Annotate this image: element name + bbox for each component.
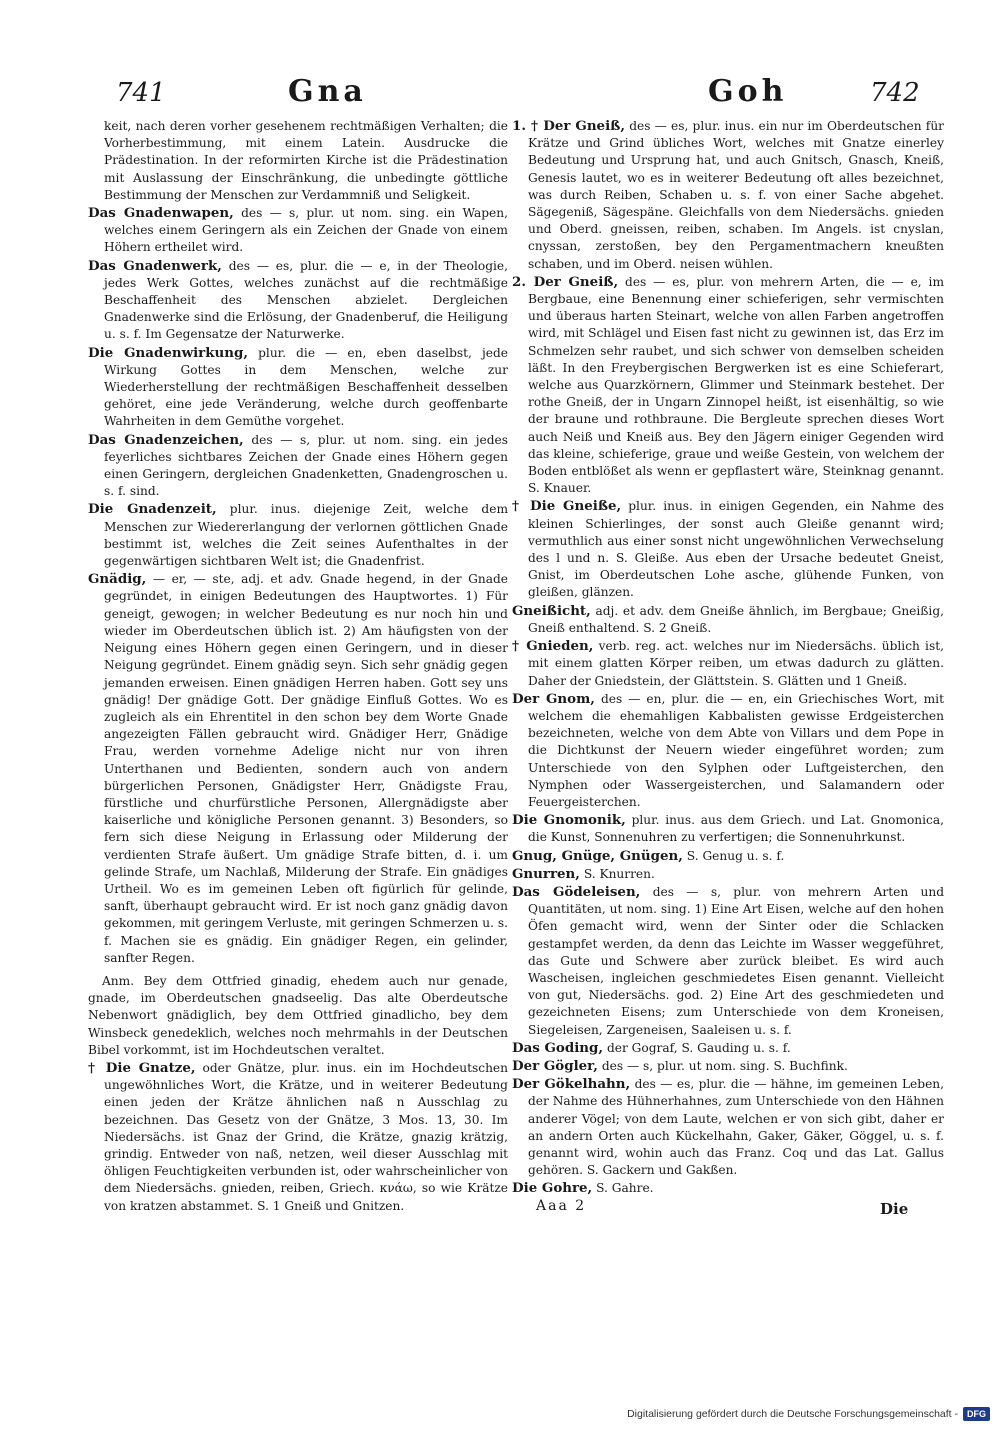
- dictionary-entry: Gnug, Gnüge, Gnügen, S. Genug u. s. f.: [512, 847, 785, 864]
- dictionary-entry: † Die Gneiße, plur. inus. in einigen Gegenden, ein Nahme des kleinen Schierlinges, der sonst auch Gleiße genannt wird; vermuthlich aus einer sonst nicht ungewöhnlichen Verwechselung des l und n. S. Gleiße. Aus eben der Ursache bedeutet Gneist, Gnist, im Oberdeutschen Lohe asche, glühende Funken, von gleißen, glänzen.: [512, 498, 944, 600]
- dictionary-entry: Das Gnadenwapen, des — s, plur. ut nom. sing. ein Wapen, welches einem Geringern als ein Zeichen der Gnade von einem Höhern ertheilet wird.: [88, 205, 508, 255]
- left-column: [88, 118, 508, 1216]
- dictionary-entry: Der Gögler, des — s, plur. ut nom. sing. S. Buchfink.: [512, 1057, 848, 1074]
- headword: Die Gnadenzeit,: [88, 501, 217, 518]
- headword: Die Gnadenwirkung,: [88, 344, 249, 361]
- right-column: [512, 118, 944, 1199]
- headword: Gnädig,: [88, 571, 147, 588]
- signature-mark: Aaa 2: [536, 1198, 587, 1214]
- headword: Der Gnom,: [512, 690, 595, 707]
- dfg-logo: DFG: [963, 1407, 990, 1421]
- headword: Das Gnadenzeichen,: [88, 431, 244, 448]
- dictionary-entry: Das Gnadenwerk, des — es, plur. die — e, in der Theologie, jedes Werk Gottes, welches zunächst auf die rechtmäßige Beschaffenheit des Menschen abzielet. Dergleichen Gnadenwerke sind die Erlösung, der Gnadenberuf, die Heiligung u. s. f. Im Gegensatze der Naturwerke.: [88, 257, 509, 342]
- headword: Gneißicht,: [512, 602, 591, 619]
- dictionary-entry: † Gnieden, verb. reg. act. welches nur im Niedersächs. üblich ist, mit einem glatten Körper reiben, um etwas dadurch zu glätten. Daher der Gniedstein, der Glättstein. S. Glätten und 1 Gneiß.: [512, 638, 944, 688]
- dictionary-entry: Das Gödeleisen, des — s, plur. von mehrern Arten und Quantitäten, ut nom. sing. 1) Eine Art Eisen, welche auf den hohen Öfen gemacht wird, wenn der Sinter oder die Schlacken gestampfet werden, da denn das Leichte im Wasser weggeführet, das Gute und Schwere aber zurück bleibet. Es wird auch Wascheisen, ingleichen geschmiedetes Eisen genannt. Vielleicht von gut, Niedersächs. god. 2) Eine Art des geschmiedeten und gezeichneten Eisens; zum Unterschiede von dem Kroneisen, Siegeleisen, Zargeneisen, Saaleisen u. s. f.: [512, 883, 945, 1037]
- dictionary-entry: Die Gnadenzeit, plur. inus. diejenige Zeit, welche dem Menschen zur Wiedererlangung der verlornen göttlichen Gnade bestimmt ist, welches die Zeit seines Aufenthaltes in der gegenwärtigen sichtbaren Welt ist; die Gnadenfrist.: [88, 501, 509, 569]
- headword: Das Gödeleisen,: [512, 883, 641, 900]
- annotation-note: Anm. Bey dem Ottfried ginadig, ehedem auch nur genade, gnade, im Oberdeutschen gnadseelig. Das alte Oberdeutsche Nebenwort gnädiglich, bey dem Ottfried ginadlicho, bey dem Winsbeck genedeklich, welches noch mehrmahls in der Deutschen Bibel vorkommt, ist im Hochdeutschen veraltet.: [88, 973, 508, 1057]
- headword: † Die Gnatze,: [88, 1059, 196, 1076]
- dictionary-entry: Der Gnom, des — en, plur. die — en, ein Griechisches Wort, mit welchem die ehemahligen Kabbalisten gewisse Erdgeisterchen bezeichneten, welche von dem Abte von Villars und dem Pope in die Dichtkunst der Neuern wieder eingeführet worden; zum Unterschiede von den Sylphen oder Luftgeisterchen, den Nymphen oder Wassergeisterchen, und Salamandern oder Feuergeisterchen.: [512, 690, 944, 809]
- left-page-number: 741: [116, 78, 166, 108]
- right-running-head: Goh: [708, 74, 788, 109]
- dictionary-entry: Die Gnomonik, plur. inus. aus dem Griech. und Lat. Gnomonica, die Kunst, Sonnenuhren zu verfertigen; die Sonnenuhrkunst.: [512, 812, 945, 845]
- headword: Gnurren,: [512, 865, 580, 882]
- headword: Der Gögler,: [512, 1057, 598, 1074]
- dictionary-entry: Das Goding, der Gograf, S. Gauding u. s. f.: [512, 1039, 791, 1056]
- headword: † Gnieden,: [512, 638, 594, 655]
- dictionary-entry: Die Gnadenwirkung, plur. die — en, eben daselbst, jede Wirkung Gottes in dem Menschen, welche zur Wiederherstellung der rechtmäßigen Beschaffenheit desselben gehöret, eine jede Veränderung, welche durch geoffenbarte Wahrheiten in dem Gemüthe vorgehet.: [88, 344, 509, 429]
- headword: Gnug, Gnüge, Gnügen,: [512, 847, 683, 864]
- footer-text: Digitalisierung gefördert durch die Deutsche Forschungsgemeinschaft -: [627, 1408, 958, 1420]
- dictionary-entry: Gneißicht, adj. et adv. dem Gneiße ähnlich, im Bergbaue; Gneißig, Gneiß enthaltend. S. 2 Gneiß.: [512, 602, 944, 635]
- dictionary-entry: Gnurren, S. Knurren.: [512, 865, 655, 882]
- dictionary-entry: Das Gnadenzeichen, des — s, plur. ut nom. sing. ein jedes feyerliches sichtbares Zeichen der Gnade eines Höhern gegen einen Geringern, dergleichen Gnadenketten, Gnadengroschen u. s. f. sind.: [88, 431, 509, 499]
- left-running-head: Gna: [288, 74, 367, 109]
- dictionary-entry: Der Gökelhahn, des — es, plur. die — hähne, im gemeinen Leben, der Nahme des Hühnerhahnes, zum Unterschiede von den Hähnen anderer Vögel; von dem Laute, welchen er von sich gibt, daher er an andern Orten auch Kückelhahn, Gaker, Gäker, Göggel, u. s. f. genannt wird, wohin auch das Franz. Coq und das Lat. Gallus gehören. S. Gackern und Gakßen.: [512, 1076, 944, 1178]
- headword: Das Goding,: [512, 1039, 604, 1056]
- catchword: Die: [880, 1200, 909, 1218]
- digitization-footer: [627, 1407, 990, 1421]
- headword: Das Gnadenwerk,: [88, 257, 222, 274]
- headword: 2. Der Gneiß,: [512, 273, 619, 290]
- dictionary-entry: † Die Gnatze, oder Gnätze, plur. inus. ein im Hochdeutschen ungewöhnliches Wort, die Krätze, und in weiterer Bedeutung einen jeden der Krätze ähnlichen naß n Ausschlag zu bezeichnen. Das Gesetz von der Gnätze, 3 Mos. 13, 30. Im Niedersächs. ist Gnaz der Grind, die Krätze, gnazig krätzig, grindig. Entweder von naß, netzen, weil dieser Ausschlag mit öhligen Feuchtigkeiten verbunden ist, oder wahrscheinlicher von dem Niedersächs. gnieden, reiben, Griech. κνάω, so wie Krätze von kratzen abstammet. S. 1 Gneiß und Gnitzen.: [88, 1059, 508, 1213]
- headword: Das Gnadenwapen,: [88, 205, 234, 222]
- headword: Die Gohre,: [512, 1180, 593, 1197]
- dictionary-entry: 2. Der Gneiß, des — es, plur. von mehrern Arten, die — e, im Bergbaue, eine Benennung einer schieferigen, sehr vermischten und überaus harten Steinart, welche von allen Farben angetroffen wird, mit Schlägel und Eisen fast nicht zu gewinnen ist, das Erz im Schmelzen sehr raubet, und sich schwer von demselben scheiden läßt. In den Freybergischen Bergwerken ist es eine Schieferart, welche aus Quarzkörnern, Glimmer und Steinmark bestehet. Der rothe Gneiß, der in Ungarn Zinnopel heißt, ist eisenhältig, so wie der braune und rothbraune. Die Bergleute sprechen dieses Wort auch Neiß und Kneiß aus. Bey den Jägern einiger Gegenden wird das kleine, schieferige, graue und weiße Gestein, von welchem der Boden entblößet als wenn er gepflastert wäre, Steinknag genannt. S. Knauer.: [512, 273, 945, 496]
- dictionary-entry: 1. † Der Gneiß, des — es, plur. inus. ein nur im Oberdeutschen für Krätze und Grind übliches Wort, welches mit Gnatze einerley Bedeutung und Ursprung hat, und auch Gnitsch, Gnasch, Kneiß, Genesis lautet, wo es in weiterer Bedeutung oft alles bezeichnet, was durch Reiben, Schaben u. s. f. von einer Sache abgehet. Sägegeniß, Sägespäne. Gleichfalls von dem Niedersächs. gnieden und Oberd. gneissen, reiben, schaben. Im Angels. ist cnyslan, cnyssan, zerstoßen, bey den Pergamentmachern kneußten schaben, und im Oberd. neisen wühlen.: [512, 118, 944, 271]
- dictionary-entry: Die Gohre, S. Gahre.: [512, 1180, 654, 1197]
- right-page-number: 742: [870, 78, 920, 108]
- page-header: [0, 74, 1000, 118]
- headword: 1. † Der Gneiß,: [512, 118, 626, 134]
- dictionary-entry: Gnädig, — er, — ste, adj. et adv. Gnade hegend, in der Gnade gegründet, in einigen Bedeutungen des Hauptwortes. 1) Für geneigt, gewogen; in welcher Bedeutung es nur noch hin und wieder im Oberdeutschen üblich ist. 2) Am häufigsten von der Neigung eines Höhern gegen einen Geringern, und in dieser Neigung gegründet. Einem gnädig seyn. Sich sehr gnädig gegen jemanden erweisen. Einen gnädigen Herren haben. Gott sey uns gnädig! Der gnädige Gott. Der gnädige Einfluß Gottes. Wo es zugleich als ein Ehrentitel in den schon bey dem Worte Gnade angezeigten Fällen gebraucht wird. Gnädiger Herr, Gnädige Frau, werden vornehme Adelige nicht nur von ihren Unterthanen und Bedienten, sondern auch von andern bürgerlichen Personen, Gnädigster Herr, Gnädigste Frau, fürstliche und churfürstliche Personen, Allergnädigste aber kaiserliche und königliche Personen genannt. 3) Besonders, so fern sich diese Neigung in Erlassung oder Milderung der verdienten Strafe äußert. Um gnädige Strafe bitten, d. i. um gelinde Strafe, um Nachlaß, Milderung der Strafe. Ein gnädiges Urtheil. Wo es im gemeinen Leben oft figürlich für gelinde, sanft, überhaupt gebraucht wird. Er ist noch ganz gnädig davon gekommen, mit geringem Verluste, mit geringen Schmerzen u. s. f. Machen sie es gnädig. Ein gnädiger Regen, ein gelinder, sanfter Regen.: [88, 571, 508, 965]
- dictionary-entry: keit, nach deren vorher gesehenem rechtmäßigen Verhalten; die Vorherbestimmung, mit einem Latein. Ausdrucke die Prädestination. In der reformirten Kirche ist die Prädestination mit Auslassung der Einschränkung, die unbedingte göttliche Bestimmung der Menschen zur Verdammniß und Seligkeit.: [104, 119, 508, 202]
- headword: Die Gnomonik,: [512, 812, 626, 829]
- headword: Der Gökelhahn,: [512, 1076, 631, 1093]
- headword: † Die Gneiße,: [512, 498, 622, 515]
